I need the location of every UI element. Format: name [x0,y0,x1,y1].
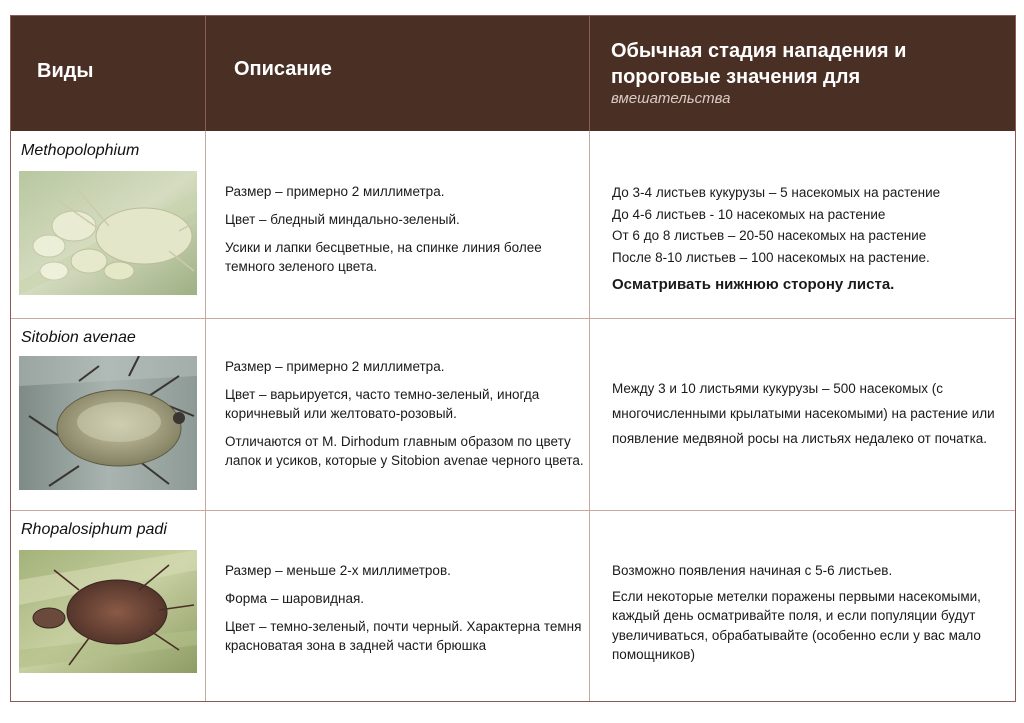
description-cell [225,357,585,479]
threshold-line: Между 3 и 10 листьями кукурузы – 500 насекомых (с многочисленными крылатыми насекомыми) на растение или появление медвяной росы на листьях недалеко от початка. [612,381,995,446]
threshold-line: Если некоторые метелки поражены первыми насекомыми, каждый день осматривайте поля, и если популяции будут увеличиваться, обрабатывайте (особенно если у вас мало помощников) [612,588,981,662]
species-name: Sitobion avenae [21,329,136,346]
aphid-species-table [10,15,1016,702]
description-line: Размер – примерно 2 миллиметра. [225,184,445,199]
description-line: Цвет – бледный миндально-зеленый. [225,212,460,227]
header-threshold-main: Обычная стадия нападения и пороговые значения для [611,40,907,88]
header-divider [205,16,206,131]
aphid-photo [19,356,197,490]
description-line: Цвет – темно-зеленый, почти черный. Характерна темня красноватая зона в задней части брюшка [225,619,582,653]
table-row [11,131,1015,318]
threshold-cell [612,376,1007,455]
species-name: Methopolophium [21,142,140,159]
description-line: Цвет – варьируется, часто темно-зеленый, иногда коричневый или желтовато-розовый. [225,387,540,421]
description-line: Усики и лапки бесцветные, на спинке линия более темного зеленого цвета. [225,240,542,274]
description-line: Размер – меньше 2-х миллиметров. [225,563,451,578]
description-line: Размер – примерно 2 миллиметра. [225,359,445,374]
species-name: Rhopalosiphum padi [21,521,167,538]
threshold-cell [612,182,1007,296]
threshold-line: После 8-10 листьев – 100 насекомых на растение. [612,249,930,265]
threshold-note: Осматривать нижнюю сторону листа. [612,276,895,293]
header-divider [589,16,590,131]
description-cell [225,182,585,285]
description-line: Форма – шаровидная. [225,591,365,606]
description-line: Отличаются от M. Dirhodum главным образом по цвету лапок и усиков, которые у Sitobion avenae черного цвета. [225,434,584,468]
table-row [11,318,1015,510]
threshold-line: От 6 до 8 листьев – 20-50 насекомых на растение [612,228,927,243]
threshold-line: До 3-4 листьев кукурузы – 5 насекомых на растение [612,185,941,200]
threshold-cell [612,561,1007,671]
table-header [11,16,1015,131]
description-cell [225,561,585,664]
header-threshold-sub: вмешательства [611,90,731,107]
threshold-line: Возможно появления начиная с 5-6 листьев. [612,563,893,578]
aphid-photo [19,550,197,673]
table-row [11,510,1015,702]
threshold-line: До 4-6 листьев - 10 насекомых на растение [612,206,886,222]
header-species: Виды [37,60,94,82]
aphid-photo [19,171,197,295]
header-description: Описание [234,58,332,80]
